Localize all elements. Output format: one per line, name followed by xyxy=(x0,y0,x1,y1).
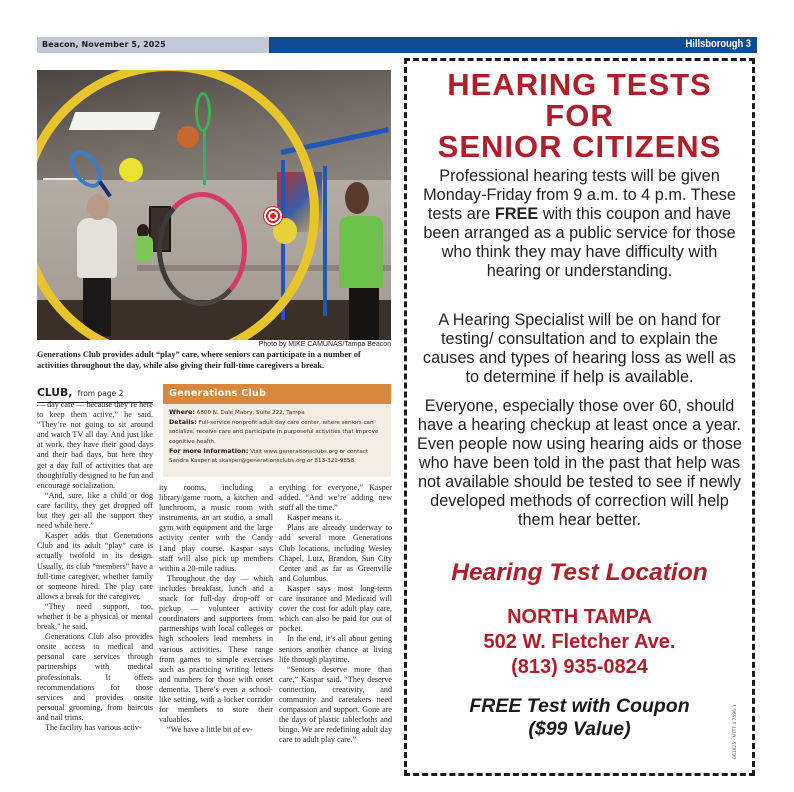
page-date-header: Beacon, November 5, 2025 xyxy=(37,37,269,53)
ad-offer-value: ($99 Value) xyxy=(528,718,631,740)
paragraph: Kasper means it. xyxy=(287,513,342,523)
ad-free-emphasis: FREE xyxy=(494,205,539,223)
hearing-test-coupon-ad[interactable] xyxy=(404,58,755,776)
details-value: Full-service nonprofit adult day care center, where seniors can socialize, receive care and participate in purposeful activities that improve cognitive health. xyxy=(169,420,379,445)
ad-address: 502 W. Fletcher Ave. xyxy=(483,631,676,653)
ad-paragraph-2: A Hearing Specialist will be on hand for testing/ consultation and to explain the causes and types of hearing loss as well as to determine if help is available. xyxy=(422,311,737,386)
ad-location-heading: Hearing Test Location xyxy=(451,559,708,586)
article-photo xyxy=(37,70,391,340)
paragraph: Kasper adds that Generations Club and its adult “play” care is actually twofold in its design. Usually, its club “members” have a full-time caregiver, whether family or someone hired. The play care allows a break for the caregiver. xyxy=(37,531,153,601)
ad-phone: (813) 935-0824 xyxy=(511,656,648,678)
ad-code xyxy=(733,681,745,761)
photo-caption: Generations Club provides adult “play” care, where seniors can participate in a number of activities throughout the day, while also giving their full-time caregivers a break. xyxy=(37,350,361,370)
info-box-title: Generations Club xyxy=(163,384,391,404)
paragraph: Throughout the day — which includes breakfast, lunch and a snack for full-day drop-off or pickup — volunteer activity coordinators and supporters from partnerships with local colleges or high schoolers lead members in various activities. These range from games to simple exercises such as practicing writing letters and numbers for those with onset dementia. There’s even a school-like setting, with a locker corridor for members to store their valuables. xyxy=(159,573,273,725)
ad-headline xyxy=(407,69,752,162)
paragraph: ity rooms, including a library/game room, a kitchen and lunchroom, a music room with instruments, an art studio, a small gym with equipment and the large activity center with the Candy Land play course. Kaspar says staff will also pick up members within a 20-mile radius. xyxy=(159,483,273,573)
details-label: Details: xyxy=(169,418,197,427)
more-info-label: For more information: xyxy=(169,446,249,455)
paragraph: In the end, it’s all about getting seniors another chance at living life through playtime. xyxy=(279,634,392,664)
jump-from: from page 2 xyxy=(77,389,124,398)
ad-paragraph-1 xyxy=(415,167,744,281)
section-page-header xyxy=(269,37,757,53)
paragraph: — day care — because they’re here to keep them active,” he said. “They’re not going to sit around and watch TV all day. And just like at work, they have their good days and their bad days, but here they get a day full of activities that are thoughtfully designed to be fun and encourage socialization. xyxy=(37,400,153,490)
section-page-label: Hillsborough 3 xyxy=(685,38,751,50)
ad-headline-line: SENIOR CITIZENS xyxy=(437,129,722,164)
paragraph: Kasper says most long-term care insurance and Medicaid will cover the cost for adult play care, which can also be paid for out of pocket. xyxy=(279,583,392,634)
photo-staff-member xyxy=(339,216,383,288)
ad-text: Professional hearing tests will be given Monday-Friday from 9 a.m. to 4 p.m. These tests are xyxy=(423,167,736,223)
article-column-3 xyxy=(279,483,392,745)
paragraph: “And, sure, like a child or dog care facility, they get dropped off but they get all the support they need while here.” xyxy=(37,490,153,531)
ad-text: with this coupon and have been arranged as a public service for those who think they may have difficulty with hearing or understanding. xyxy=(423,205,736,280)
where-value: 6800 N. Dale Mabry, Suite 222, Tampa xyxy=(196,410,305,416)
info-box xyxy=(163,384,391,477)
ad-headline-line: FOR xyxy=(545,98,614,133)
photo-credit: Photo by MIKE CAMUNAS/Tampa Beacon xyxy=(258,341,391,348)
article-column-1 xyxy=(37,400,153,733)
more-info-value: Visit www.generationsclubs.org or contact Sandra Kasper at skasper@generationsclubs.org or 813-321-9858. xyxy=(169,448,369,465)
jump-keyword: CLUB, xyxy=(37,387,73,399)
ad-offer-line: FREE Test with Coupon xyxy=(469,695,690,717)
photo-blue-frame xyxy=(323,166,327,316)
paragraph: Plans are already underway to add several more Generations Club locations, including Wesley Chapel, Lutz, Brandon, Sun City Center and as far as Greenville and Columbus. xyxy=(279,523,392,583)
article-column-2 xyxy=(159,483,273,735)
photo-staff-member xyxy=(345,182,369,214)
paragraph: Generations Club also provides onsite access to medical and personal care services through partnerships with medical professionals. It offers recommendations for those services and provides onsite personal grooming, from haircuts and nail trims. xyxy=(37,632,153,722)
ad-code-text: 061825 · NTTT 4 7596-1 xyxy=(733,704,738,759)
ad-city: NORTH TAMPA xyxy=(507,606,652,628)
photo-staff-member xyxy=(349,286,379,340)
paragraph: The facility has various activ- xyxy=(45,723,142,732)
ad-offer xyxy=(407,695,752,741)
paragraph: “They need support, too, whether it be a physical or mental break,” he said. xyxy=(37,601,153,632)
where-label: Where: xyxy=(169,408,195,416)
ad-headline-line: HEARING TESTS xyxy=(447,67,712,102)
photo-hula-hoop xyxy=(37,70,319,340)
ad-paragraph-3: Everyone, especially those over 60, should have a hearing checkup at least once a year. Even people now using hearing aids or those who have been told in the past that help was not available should be tested to see if newly developed methods of correction will help them hear better. xyxy=(417,397,742,529)
paragraph: “Seniors deserve more than care,” Kaspar said. “They deserve connection, creativity, and community and caretakers need compassion and support. Gone are the days of plastic tablecloths and bingo. We are redefining adult day care to adult play care.” xyxy=(279,664,392,745)
info-box-body xyxy=(163,404,391,470)
paragraph: erything for everyone,” Kasper added. “And we’re adding new stuff all the time.” xyxy=(279,483,392,513)
paragraph: “We have a little bit of ev- xyxy=(167,725,253,735)
